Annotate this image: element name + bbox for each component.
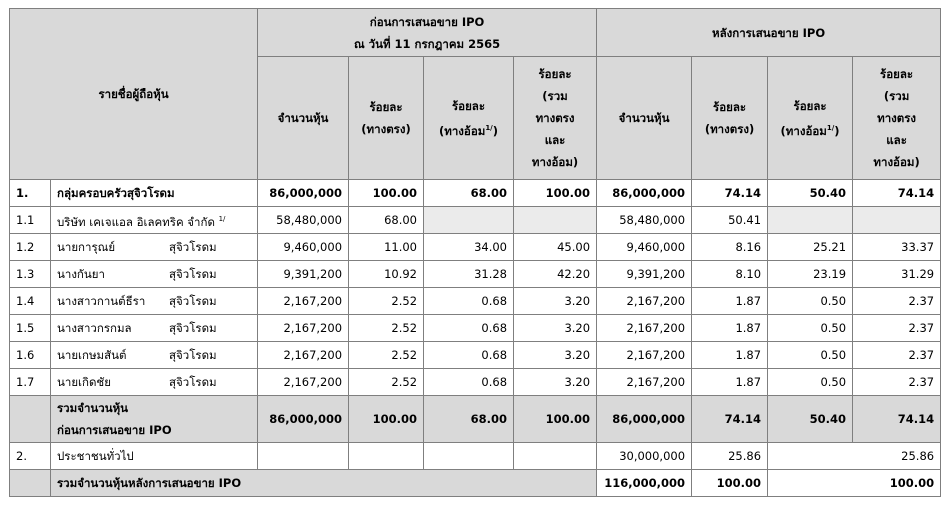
shareholder-name: [51, 288, 258, 315]
col-header-line: ทางอ้อม): [873, 155, 920, 169]
col-header-after-0: จำนวนหุ้น: [597, 57, 692, 180]
shareholder-name: [51, 369, 258, 396]
label-line: ก่อนการเสนอขาย IPO: [57, 423, 172, 437]
col-header-before-2: [424, 57, 514, 180]
header-shareholder: รายชื่อผู้ถือหุ้น: [10, 9, 258, 180]
value-cell: 2.37: [853, 369, 941, 396]
value-cell: [424, 207, 514, 234]
value-cell: 74.14: [853, 180, 941, 207]
value-cell: 3.20: [514, 342, 597, 369]
value-cell: 100.00: [514, 396, 597, 443]
row-number: 1.6: [10, 342, 51, 369]
col-header-line: และ: [886, 133, 907, 147]
value-cell: 1.87: [692, 315, 768, 342]
value-cell: 2.37: [853, 315, 941, 342]
total-before-row: [10, 396, 941, 443]
footnote-mark: 1/: [826, 123, 835, 132]
shareholder-name: กลุ่มครอบครัวสุจิวโรดม: [51, 180, 258, 207]
value-cell: 10.92: [349, 261, 424, 288]
value-cell: 2,167,200: [597, 369, 692, 396]
col-header-line: (รวม: [542, 89, 568, 103]
first-name: นางสาวกรกมล: [57, 321, 132, 335]
col-header-line: (ทางอ้อม$^{1/}$): [780, 123, 840, 138]
table-row: [10, 207, 941, 234]
row-number: [10, 470, 51, 497]
value-cell: 74.14: [692, 180, 768, 207]
shareholder-table: [9, 8, 941, 497]
value-cell: 50.40: [768, 180, 853, 207]
value-cell: 45.00: [514, 234, 597, 261]
value-cell: 74.14: [692, 396, 768, 443]
total-after-label: รวมจำนวนหุ้นหลังการเสนอขาย IPO: [51, 470, 597, 497]
value-cell: 2,167,200: [258, 369, 349, 396]
first-name: นายการุณย์: [57, 240, 116, 254]
value-cell: 0.68: [424, 342, 514, 369]
value-cell: 8.16: [692, 234, 768, 261]
value-cell: 0.68: [424, 288, 514, 315]
table-row: [10, 288, 941, 315]
table-row: [10, 315, 941, 342]
col-header-line: (ทางตรง): [704, 122, 755, 136]
value-cell: 9,460,000: [597, 234, 692, 261]
value-cell: 2,167,200: [597, 342, 692, 369]
col-header-line: ร้อยละ: [793, 98, 827, 113]
value-cell: [514, 443, 597, 470]
shareholder-name: [51, 261, 258, 288]
public-row: [10, 443, 941, 470]
table-row: [10, 369, 941, 396]
value-cell: 68.00: [349, 207, 424, 234]
value-cell: 9,391,200: [597, 261, 692, 288]
value-cell: [514, 207, 597, 234]
value-cell: [768, 207, 853, 234]
value-cell: 116,000,000: [597, 470, 692, 497]
value-cell: 100.00: [514, 180, 597, 207]
value-cell: 0.68: [424, 369, 514, 396]
table-row: [10, 234, 941, 261]
col-header-line: ร้อยละ: [880, 67, 914, 81]
total-before-label: [51, 396, 258, 443]
value-cell: 2.52: [349, 315, 424, 342]
col-header-line: ทางตรง: [535, 111, 575, 125]
row-number: 1.5: [10, 315, 51, 342]
value-cell: [424, 443, 514, 470]
total-after-row: [10, 470, 941, 497]
col-header-line: ร้อยละ: [713, 100, 747, 114]
value-cell: 86,000,000: [258, 396, 349, 443]
surname: สุจิวโรดม: [169, 321, 217, 335]
first-name: นายเกิดชัย: [57, 375, 111, 389]
value-cell: 2.37: [853, 342, 941, 369]
value-cell: 1.87: [692, 342, 768, 369]
value-cell: 23.19: [768, 261, 853, 288]
value-cell: 2.52: [349, 288, 424, 315]
value-cell: 100.00: [692, 470, 768, 497]
col-header-line: ทางอ้อม): [531, 155, 579, 169]
first-name: นางสาวกานต์ธีรา: [57, 294, 146, 308]
row-number: 1.7: [10, 369, 51, 396]
value-cell: 0.50: [768, 288, 853, 315]
value-cell: 58,480,000: [597, 207, 692, 234]
value-cell: 0.68: [424, 315, 514, 342]
col-header-line: ร้อยละ: [369, 100, 403, 114]
value-cell: 33.37: [853, 234, 941, 261]
col-header-line: (ทางอ้อม$^{1/}$): [439, 123, 499, 138]
footnote-mark: 1/: [485, 123, 493, 132]
value-cell: 2,167,200: [258, 315, 349, 342]
value-cell: 74.14: [853, 396, 941, 443]
shareholder-name: บริษัท เคเจแอล อิเลคทริค จำกัด $^{1/}$: [51, 207, 258, 234]
value-cell: [853, 207, 941, 234]
surname: สุจิวโรดม: [169, 375, 217, 389]
value-cell: 86,000,000: [597, 396, 692, 443]
value-cell: 50.41: [692, 207, 768, 234]
first-name: นายเกษมสันต์: [57, 348, 127, 362]
header-before-ipo: [258, 9, 597, 57]
value-cell: 0.50: [768, 342, 853, 369]
value-cell: 2,167,200: [597, 288, 692, 315]
value-cell: 2,167,200: [258, 288, 349, 315]
surname: สุจิวโรดม: [169, 294, 217, 308]
surname: สุจิวโรดม: [169, 240, 217, 254]
value-cell: 0.50: [768, 369, 853, 396]
value-cell: 0.50: [768, 315, 853, 342]
col-header-after-2: [768, 57, 853, 180]
col-header-before-1: [349, 57, 424, 180]
value-cell: 86,000,000: [258, 180, 349, 207]
table-row: [10, 261, 941, 288]
value-cell: 2.37: [853, 288, 941, 315]
value-cell: 86,000,000: [597, 180, 692, 207]
col-header-line: ร้อยละ: [451, 98, 486, 113]
shareholder-name: [51, 315, 258, 342]
row-number: 2.: [10, 443, 51, 470]
label-line: รวมจำนวนหุ้น: [57, 401, 129, 415]
value-cell: 9,460,000: [258, 234, 349, 261]
value-cell: 68.00: [424, 180, 514, 207]
value-cell: 2,167,200: [258, 342, 349, 369]
value-cell: 25.86: [692, 443, 768, 470]
value-cell: 68.00: [424, 396, 514, 443]
col-header-before-3: [514, 57, 597, 180]
value-cell: 34.00: [424, 234, 514, 261]
row-number: 1.3: [10, 261, 51, 288]
col-header-line: (ทางตรง): [361, 122, 411, 136]
value-cell: 31.28: [424, 261, 514, 288]
col-header-line: และ: [544, 133, 566, 147]
value-cell: 25.86: [768, 443, 941, 470]
col-header-after-3: [853, 57, 941, 180]
table-row: [10, 180, 941, 207]
table-row: [10, 342, 941, 369]
row-number: [10, 396, 51, 443]
value-cell: 100.00: [349, 396, 424, 443]
value-cell: 2,167,200: [597, 315, 692, 342]
value-cell: 3.20: [514, 288, 597, 315]
shareholder-name: [51, 234, 258, 261]
value-cell: 2.52: [349, 342, 424, 369]
col-header-after-1: [692, 57, 768, 180]
surname: สุจิวโรดม: [169, 267, 217, 281]
row-number: 1.4: [10, 288, 51, 315]
col-header-before-0: จำนวนหุ้น: [258, 57, 349, 180]
col-header-line: ทางตรง: [877, 111, 917, 125]
value-cell: 25.21: [768, 234, 853, 261]
value-cell: 8.10: [692, 261, 768, 288]
value-cell: 42.20: [514, 261, 597, 288]
value-cell: 3.20: [514, 315, 597, 342]
value-cell: 58,480,000: [258, 207, 349, 234]
value-cell: 3.20: [514, 369, 597, 396]
surname: สุจิวโรดม: [169, 348, 217, 362]
header-after-ipo: หลังการเสนอขาย IPO: [597, 9, 941, 57]
value-cell: 9,391,200: [258, 261, 349, 288]
value-cell: 1.87: [692, 369, 768, 396]
value-cell: 1.87: [692, 288, 768, 315]
value-cell: 11.00: [349, 234, 424, 261]
header-before-line1: ก่อนการเสนอขาย IPO: [369, 14, 485, 29]
value-cell: 100.00: [349, 180, 424, 207]
first-name: นางกันยา: [57, 267, 105, 281]
shareholder-name: ประชาชนทั่วไป: [51, 443, 258, 470]
value-cell: 2.52: [349, 369, 424, 396]
value-cell: [349, 443, 424, 470]
value-cell: 100.00: [768, 470, 941, 497]
row-number: 1.: [10, 180, 51, 207]
footnote-mark: 1/: [218, 214, 226, 223]
header-before-line2: ณ วันที่ 11 กรกฎาคม 2565: [353, 36, 501, 51]
col-header-line: ร้อยละ: [538, 67, 572, 81]
row-number: 1.1: [10, 207, 51, 234]
row-number: 1.2: [10, 234, 51, 261]
col-header-line: (รวม: [883, 89, 910, 103]
value-cell: 50.40: [768, 396, 853, 443]
value-cell: 30,000,000: [597, 443, 692, 470]
value-cell: 31.29: [853, 261, 941, 288]
shareholder-name: [51, 342, 258, 369]
value-cell: [258, 443, 349, 470]
